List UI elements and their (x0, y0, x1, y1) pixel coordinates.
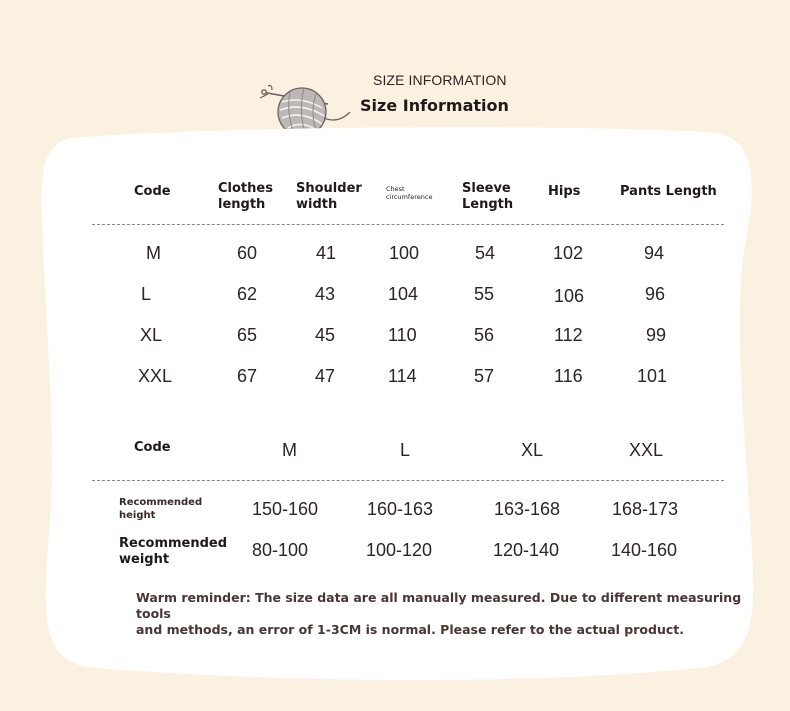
table-cell: M (146, 243, 161, 263)
weight-xl: 120-140 (493, 540, 560, 560)
recommend-size-m: M (282, 440, 297, 460)
table-cell: 100 (389, 243, 420, 263)
recommend-size-xxl: XXL (629, 440, 664, 460)
col-header-clothes-length: Clothes length (218, 181, 273, 212)
table-cell: 60 (237, 243, 258, 263)
col-header-pants-length: Pants Length (620, 184, 717, 199)
header-divider (92, 224, 724, 225)
table-cell: 94 (644, 243, 665, 263)
header-title: Size Information (360, 96, 509, 115)
table-cell: 54 (475, 243, 496, 263)
table-cell: 65 (237, 325, 258, 345)
table-cell: 102 (553, 243, 584, 263)
recommend-size-l: L (400, 440, 411, 460)
table-cell: 67 (237, 366, 258, 386)
table-cell: 43 (315, 284, 336, 304)
recommended-weight-label: Recommended weight (119, 536, 228, 567)
height-xxl: 168-173 (612, 499, 679, 519)
recommend-size-xl: XL (521, 440, 544, 460)
table-cell: XL (140, 325, 163, 345)
table-cell: 56 (474, 325, 495, 345)
weight-m: 80-100 (252, 540, 309, 560)
recommended-height-label: Recommended height (119, 497, 203, 521)
col-header-chest-circumference: Chest circumference (386, 185, 433, 201)
table-cell: 104 (388, 284, 419, 304)
weight-l: 100-120 (366, 540, 433, 560)
table-cell: 55 (474, 284, 495, 304)
table-cell: 116 (554, 366, 583, 386)
table-cell: 45 (315, 325, 336, 345)
table-cell: 62 (237, 284, 258, 304)
height-m: 150-160 (252, 499, 319, 519)
warm-reminder-note: Warm reminder: The size data are all manually measured. Due to different measuring tools and methods, an error of 1-3CM is normal. Please refer to the actual product. (136, 590, 742, 637)
weight-xxl: 140-160 (611, 540, 678, 560)
table-cell: 112 (554, 325, 583, 345)
table-cell: 57 (474, 366, 495, 386)
table-cell: 47 (315, 366, 336, 386)
table-cell: 41 (316, 243, 337, 263)
height-l: 160-163 (367, 499, 434, 519)
table-cell: 114 (388, 366, 417, 386)
table-cell: 101 (637, 366, 668, 386)
table-cell: 99 (646, 325, 667, 345)
table-cell: 106 (554, 286, 585, 306)
table-cell: 110 (388, 325, 417, 345)
recommend-divider (92, 480, 724, 481)
recommend-code-header: Code (134, 440, 171, 455)
height-xl: 163-168 (494, 499, 561, 519)
col-header-code: Code (134, 184, 171, 199)
table-cell: 96 (645, 284, 666, 304)
col-header-hips: Hips (548, 184, 581, 199)
table-cell: XXL (138, 366, 173, 386)
header-title-small: SIZE INFORMATION (373, 72, 507, 88)
table-cell: L (141, 284, 152, 304)
col-header-shoulder-width: Shoulder width (296, 181, 362, 212)
col-header-sleeve-length: Sleeve Length (462, 181, 514, 212)
